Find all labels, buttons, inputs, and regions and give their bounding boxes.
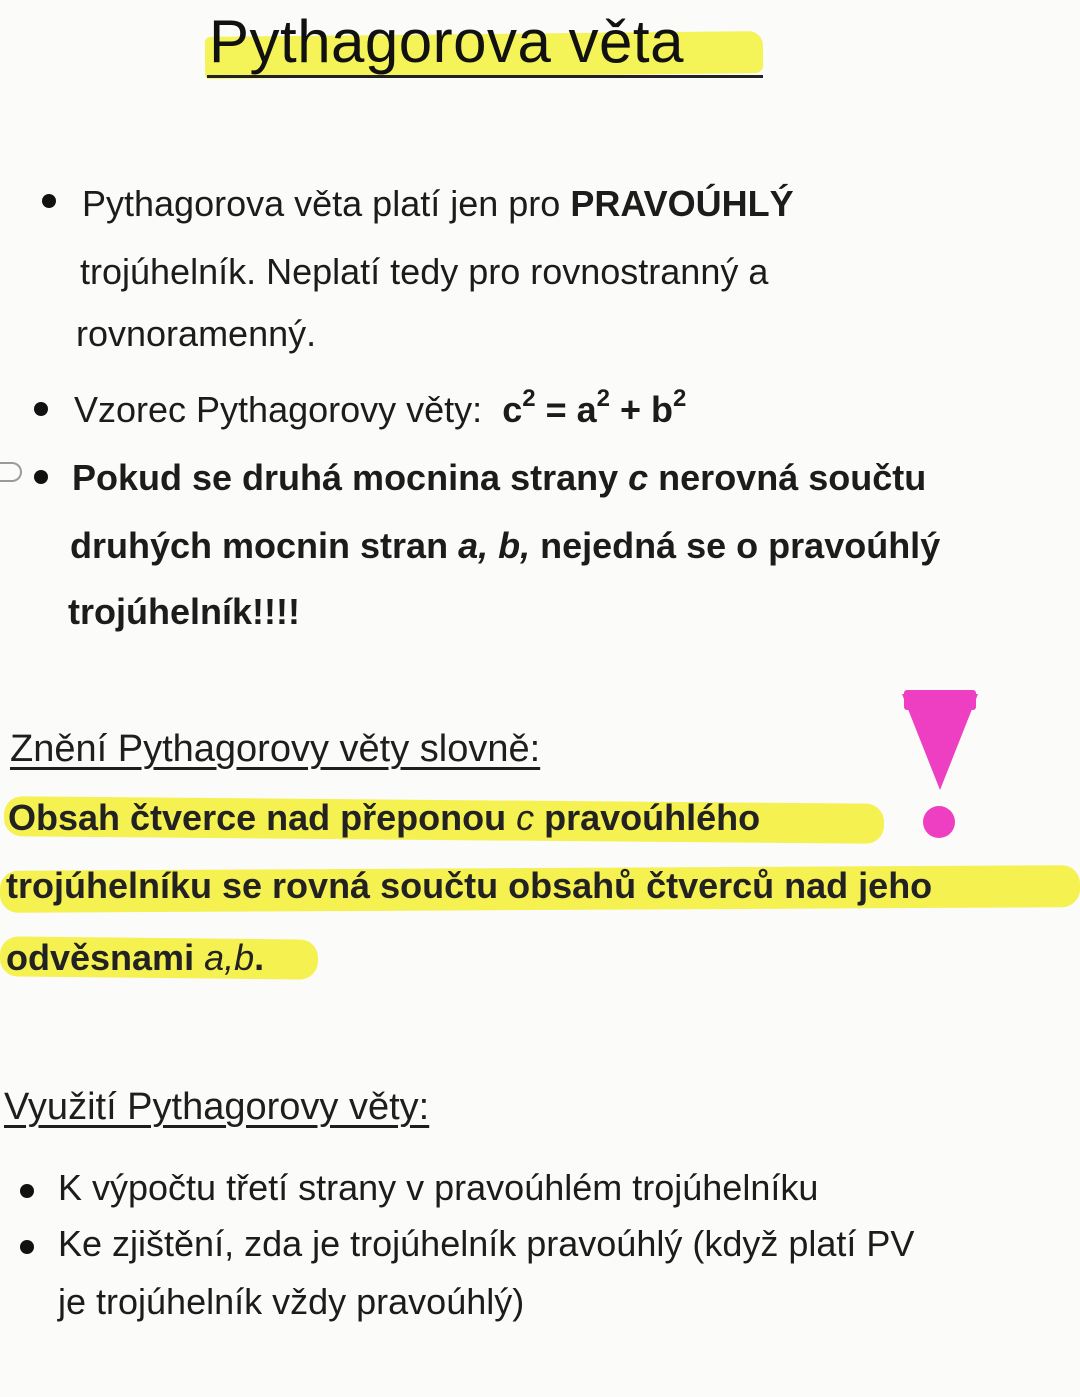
bullet-3-line-3: trojúhelník!!!!: [68, 591, 300, 632]
bullet-3-text-a: Pokud se druhá mocnina strany: [72, 457, 629, 498]
bullet-3-line-2: [70, 514, 940, 578]
definition-line-1: [8, 788, 760, 848]
page-title: Pythagorova věta: [209, 8, 684, 75]
formula-exp-a: 2: [596, 385, 611, 412]
definition-line-3: [6, 928, 264, 988]
formula-plus: +: [610, 389, 652, 430]
bullet-dot: [34, 402, 48, 416]
bullet-1-line-1: [82, 172, 794, 236]
definition-text-c: odvěsnami: [6, 937, 205, 978]
bullet-1-line-3: rovnoramenný.: [76, 313, 317, 354]
usage-item-1: K výpočtu třetí strany v pravoúhlém trojúhelníku: [58, 1167, 819, 1208]
bullet-1-line-2: trojúhelník. Neplatí tedy pro rovnostranný a: [80, 251, 769, 292]
bullet-3-line-1: [72, 446, 926, 510]
definition-text-a: Obsah čtverce nad přeponou: [8, 797, 517, 838]
definition-heading: Znění Pythagorovy věty slovně:: [10, 728, 541, 770]
bullet-1-bold: PRAVOÚHLÝ: [570, 183, 794, 224]
bullet-dot: [42, 194, 56, 208]
exclamation-dot: [923, 806, 955, 838]
definition-text-b: pravoúhlého: [534, 797, 761, 838]
bullet-3-text-c: druhých mocnin stran: [70, 525, 459, 566]
bullet-dot: [20, 1240, 34, 1254]
bullet-2-formula: [74, 378, 686, 442]
pen-mark: [0, 462, 22, 482]
title-underline: [207, 75, 763, 78]
title-block: [205, 4, 765, 82]
usage-item-2-line-2: je trojúhelník vždy pravoúhlý): [58, 1281, 525, 1322]
bullet-3-var-ab: a, b,: [458, 525, 531, 566]
formula-c: c: [502, 389, 523, 430]
formula-label: Vzorec Pythagorovy věty:: [74, 389, 483, 430]
definition-period: .: [254, 937, 265, 978]
formula-exp-c: 2: [522, 385, 536, 412]
exclamation-stroke: [902, 694, 978, 790]
definition-var-ab: a,b: [204, 937, 255, 978]
bullet-dot: [20, 1184, 34, 1198]
formula-b: b: [651, 389, 674, 430]
usage-heading: Využití Pythagorovy věty:: [4, 1086, 430, 1128]
formula-a: a: [576, 389, 597, 430]
bullet-dot: [34, 470, 48, 484]
bullet-3-var-c: c: [628, 457, 649, 498]
bullet-3-text-b: nerovná součtu: [648, 457, 927, 498]
formula-exp-b: 2: [673, 385, 687, 412]
formula-eq: =: [535, 389, 577, 430]
definition-line-2: trojúhelníku se rovná součtu obsahů čtverců nad jeho: [6, 865, 933, 906]
usage-item-2-line-1: Ke zjištění, zda je trojúhelník pravoúhlý (když platí PV: [58, 1223, 915, 1264]
bullet-3-text-d: nejedná se o pravoúhlý: [530, 525, 941, 566]
definition-var-c: c: [516, 797, 535, 838]
bullet-1-text: Pythagorova věta platí jen pro: [82, 183, 571, 224]
formula: [502, 385, 687, 430]
